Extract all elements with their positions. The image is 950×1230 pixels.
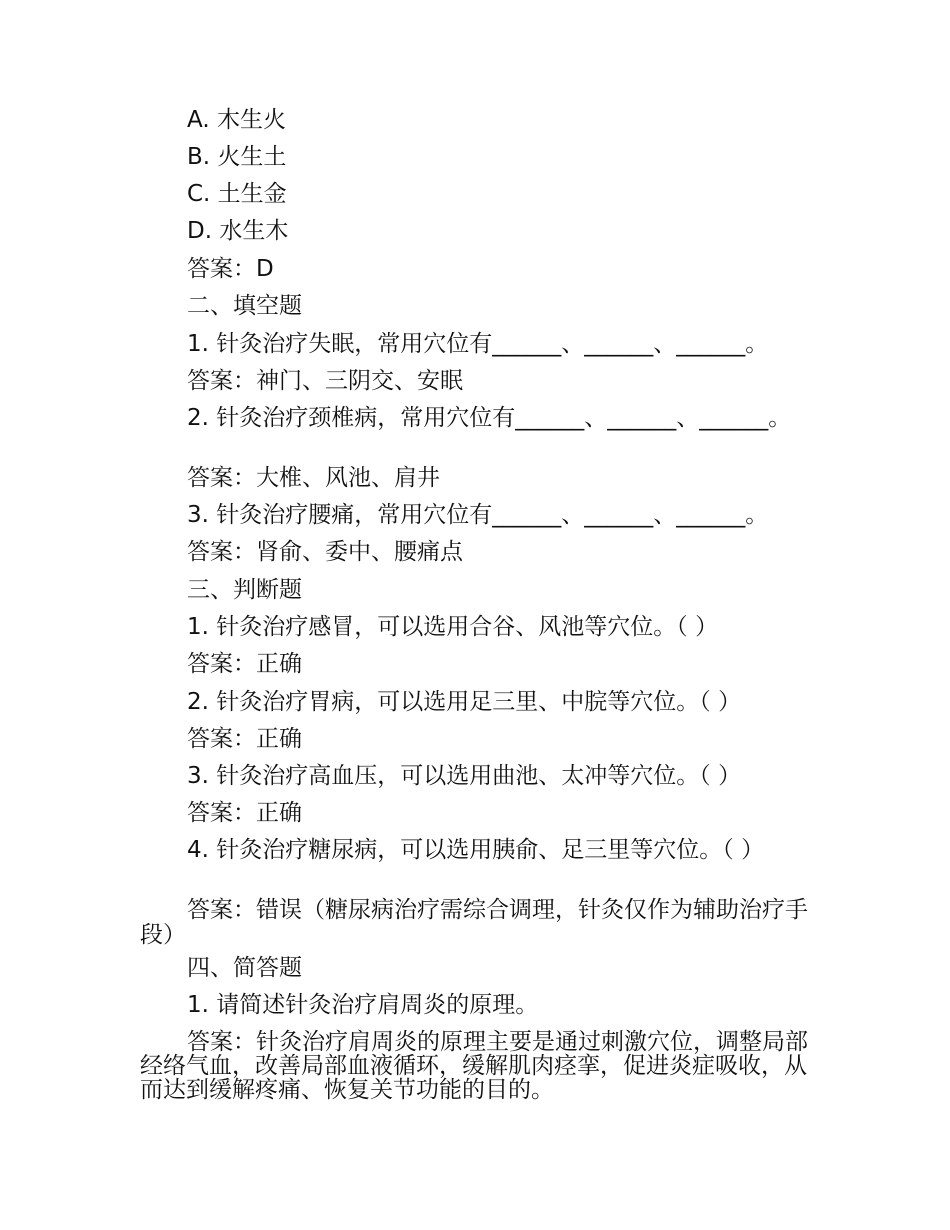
judgment-answer-3: 答案：正确 — [187, 800, 302, 826]
choice-option-b: B. 火生土 — [187, 144, 287, 170]
fill-blank-question-1: 1. 针灸治疗失眠，常用穴位有______、______、______。 — [187, 331, 769, 357]
fill-blank-question-3: 3. 针灸治疗腰痛，常用穴位有______、______、______。 — [187, 502, 769, 528]
fill-blank-answer-2: 答案：大椎、风池、肩井 — [187, 465, 440, 491]
short-answer-answer-1: 答案：针灸治疗肩周炎的原理主要是通过刺激穴位，调整局部经络气血，改善局部血液循环，缓解肌肉痉挛，促进炎症吸收，从而达到缓解疼痛、恢复关节功能的目的。 — [140, 1029, 808, 1103]
choice-option-a: A. 木生火 — [187, 107, 286, 133]
judgment-question-2: 2. 针灸治疗胃病，可以选用足三里、中脘等穴位。（ ） — [187, 689, 742, 715]
judgment-answer-2: 答案：正确 — [187, 726, 302, 752]
section-heading-fill-blank: 二、填空题 — [187, 293, 302, 319]
judgment-question-4: 4. 针灸治疗糖尿病，可以选用胰俞、足三里等穴位。（ ） — [187, 837, 765, 863]
fill-blank-answer-3: 答案：肾俞、委中、腰痛点 — [187, 539, 463, 565]
judgment-answer-4: 答案：错误（糖尿病治疗需综合调理，针灸仅作为辅助治疗手段） — [140, 897, 808, 948]
short-answer-question-1: 1. 请简述针灸治疗肩周炎的原理。 — [187, 992, 539, 1018]
fill-blank-answer-1: 答案：神门、三阴交、安眠 — [187, 368, 463, 394]
judgment-answer-1: 答案：正确 — [187, 651, 302, 677]
choice-option-c: C. 土生金 — [187, 181, 287, 207]
section-heading-judgment: 三、判断题 — [187, 577, 302, 603]
choice-answer: 答案：D — [187, 256, 274, 282]
choice-option-d: D. 水生木 — [187, 218, 289, 244]
judgment-question-3: 3. 针灸治疗高血压，可以选用曲池、太冲等穴位。（ ） — [187, 763, 742, 789]
judgment-question-1: 1. 针灸治疗感冒，可以选用合谷、风池等穴位。（ ） — [187, 614, 719, 640]
fill-blank-question-2: 2. 针灸治疗颈椎病，常用穴位有______、______、______。 — [187, 405, 792, 431]
section-heading-short-answer: 四、简答题 — [187, 955, 302, 981]
